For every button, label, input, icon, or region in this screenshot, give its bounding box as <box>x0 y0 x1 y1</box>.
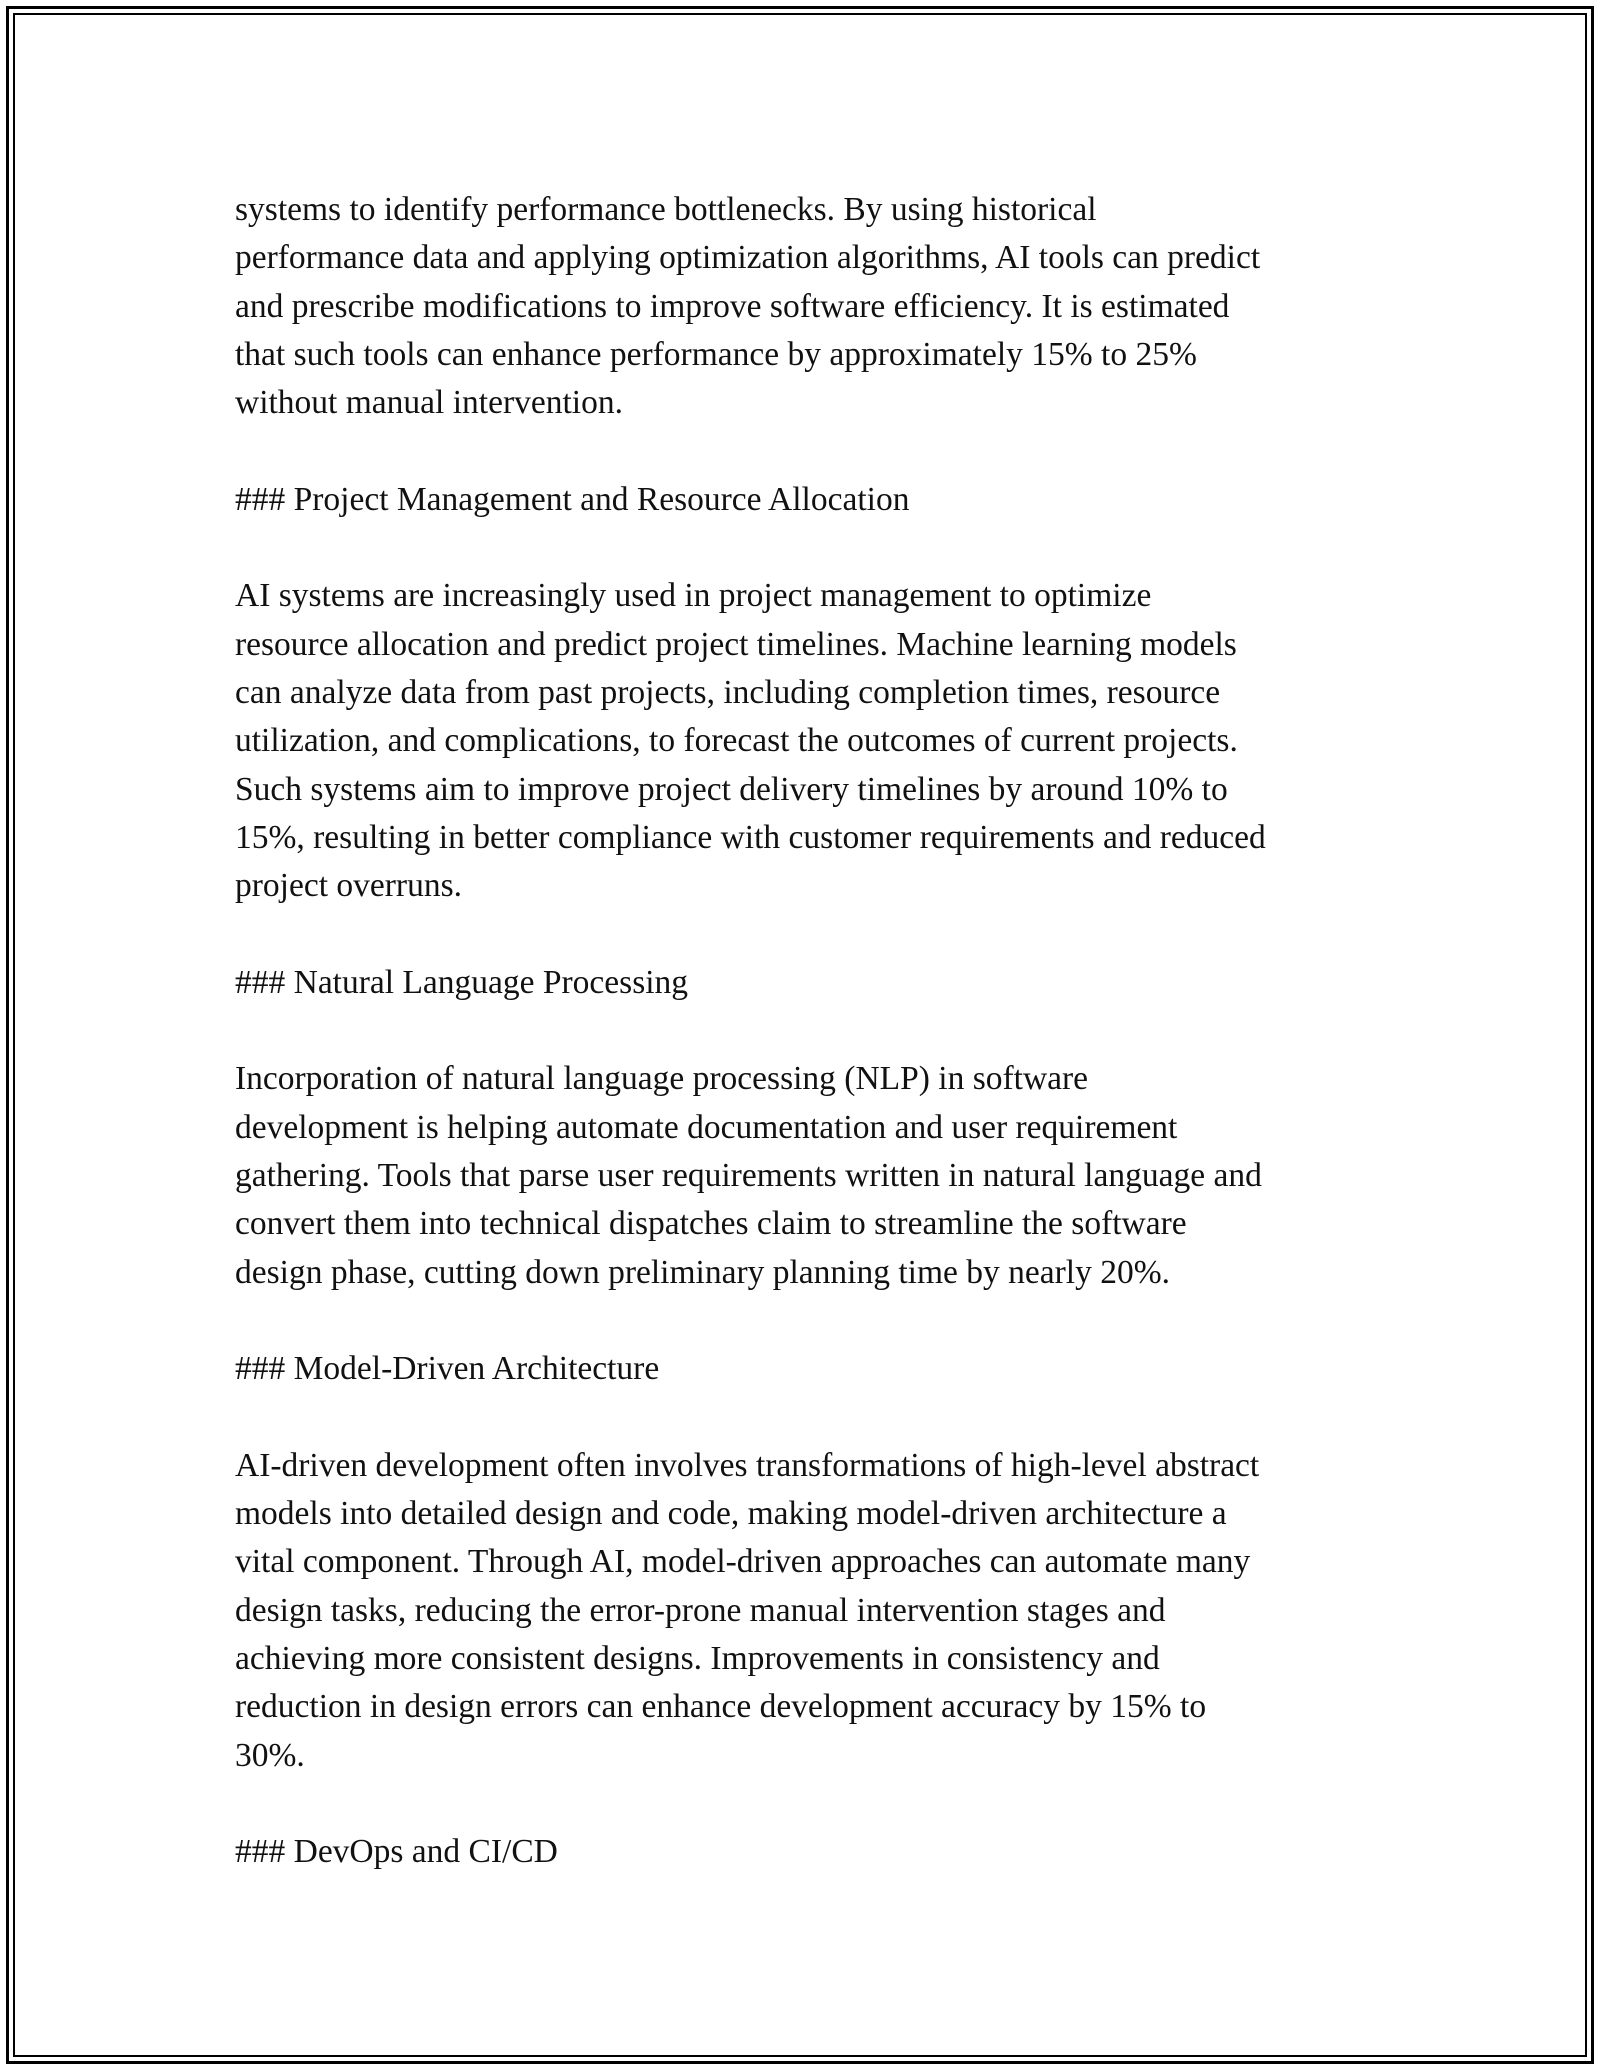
section-heading <box>235 1345 1370 1393</box>
section-heading <box>235 959 1370 1007</box>
body-paragraph <box>235 186 1370 427</box>
text-line: ### Project Management and Resource Allocation <box>235 480 910 518</box>
text-line: gathering. Tools that parse user requirements written in natural language and <box>235 1156 1262 1194</box>
text-line: 15%, resulting in better compliance with customer requirements and reduced <box>235 818 1266 856</box>
text-line: design tasks, reducing the error-prone manual intervention stages and <box>235 1591 1166 1629</box>
text-line: ### Model-Driven Architecture <box>235 1350 660 1388</box>
body-paragraph <box>235 572 1370 910</box>
document-body <box>235 186 1370 1876</box>
body-paragraph <box>235 1055 1370 1296</box>
text-line: can analyze data from past projects, including completion times, resource <box>235 673 1221 711</box>
text-line: models into detailed design and code, making model-driven architecture a <box>235 1495 1227 1533</box>
text-line: AI systems are increasingly used in project management to optimize <box>235 577 1152 615</box>
text-line: vital component. Through AI, model-driven approaches can automate many <box>235 1543 1251 1581</box>
text-line: achieving more consistent designs. Improvements in consistency and <box>235 1639 1160 1677</box>
text-line: project overruns. <box>235 867 462 905</box>
text-line: Incorporation of natural language processing (NLP) in software <box>235 1060 1089 1098</box>
text-line: convert them into technical dispatches claim to streamline the software <box>235 1205 1187 1243</box>
section-heading <box>235 1828 1370 1876</box>
text-line: 30%. <box>235 1736 305 1774</box>
text-line: ### DevOps and CI/CD <box>235 1833 558 1871</box>
text-line: utilization, and complications, to forecast the outcomes of current projects. <box>235 722 1238 760</box>
section-heading <box>235 476 1370 524</box>
text-line: development is helping automate documentation and user requirement <box>235 1108 1178 1146</box>
text-line: and prescribe modifications to improve software efficiency. It is estimated <box>235 287 1230 325</box>
text-line: resource allocation and predict project timelines. Machine learning models <box>235 625 1237 663</box>
text-line: Such systems aim to improve project delivery timelines by around 10% to <box>235 770 1228 808</box>
body-paragraph <box>235 1442 1370 1780</box>
text-line: that such tools can enhance performance by approximately 15% to 25% <box>235 335 1197 373</box>
text-line: performance data and applying optimization algorithms, AI tools can predict <box>235 239 1261 277</box>
text-line: ### Natural Language Processing <box>235 963 689 1001</box>
text-line: AI-driven development often involves transformations of high-level abstract <box>235 1446 1260 1484</box>
text-line: without manual intervention. <box>235 384 623 422</box>
text-line: design phase, cutting down preliminary planning time by nearly 20%. <box>235 1253 1171 1291</box>
text-line: reduction in design errors can enhance development accuracy by 15% to <box>235 1688 1207 1726</box>
text-line: systems to identify performance bottlenecks. By using historical <box>235 191 1097 228</box>
